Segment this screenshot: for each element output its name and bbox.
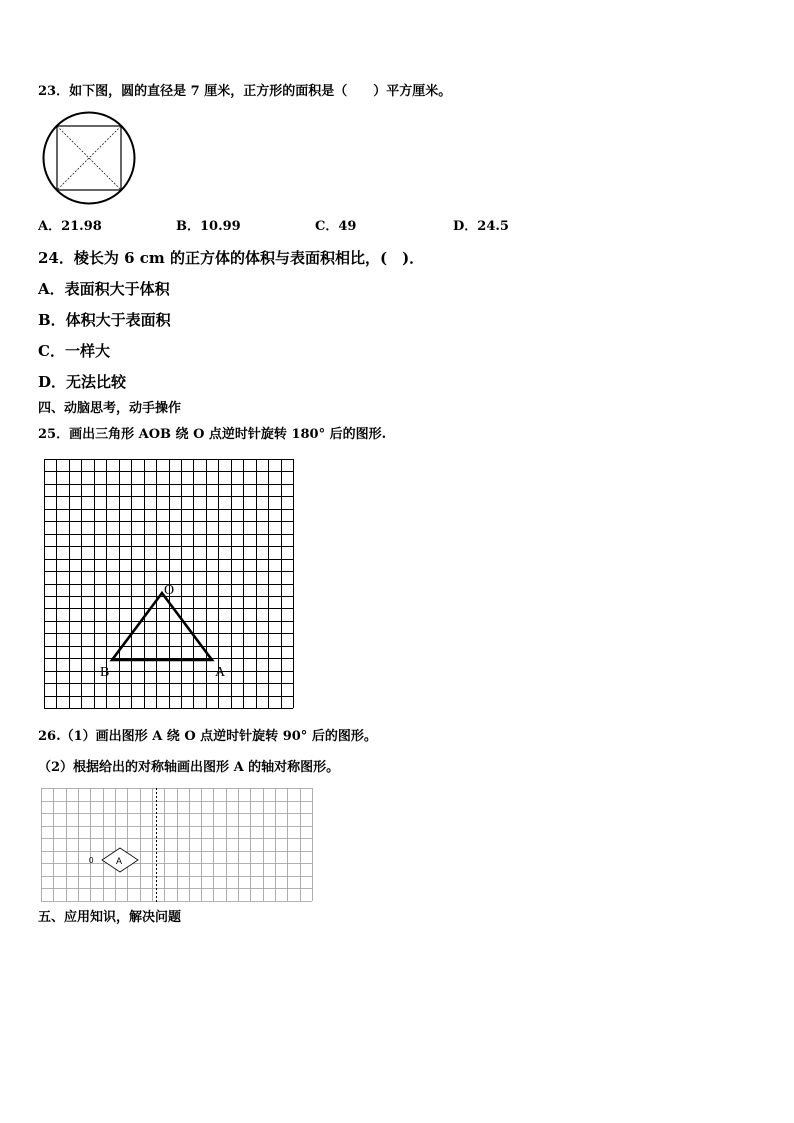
q23-option-d[interactable]: D．24.5: [453, 219, 509, 234]
q25-prompt: 25．画出三角形 AOB 绕 O 点逆时针旋转 180° 后的图形.: [38, 427, 387, 442]
section-5-title: 五、应用知识，解决问题: [38, 910, 182, 925]
q26-part1-prompt: 26.（1）画出图形 A 绕 O 点逆时针旋转 90° 后的图形。: [38, 729, 377, 744]
q23-diagonal-1: [57, 126, 121, 190]
q25-label-a: A: [215, 665, 226, 680]
q23-prompt: 23．如下图，圆的直径是 7 厘米，正方形的面积是（ ）平方厘米。: [38, 84, 452, 99]
section-4-title: 四、动脑思考，动手操作: [38, 401, 182, 416]
q24-option-c[interactable]: C．一样大: [38, 342, 110, 360]
q24-option-d[interactable]: D．无法比较: [38, 373, 127, 391]
q24-option-b[interactable]: B．体积大于表面积: [38, 311, 171, 329]
q23-option-a[interactable]: A．21.98: [38, 219, 102, 234]
q23-circle-square-figure: [40, 110, 140, 210]
q25-grid-figure: [44, 459, 294, 709]
q25-label-b: B: [100, 665, 110, 680]
q26-label-a: A: [116, 856, 123, 866]
q23-square: [57, 126, 121, 190]
q24-prompt: 24．棱长为 6 cm 的正方体的体积与表面积相比，( )．: [38, 249, 425, 267]
q26-grid-lines: [41, 788, 313, 902]
q25-label-o: O: [164, 583, 175, 598]
q24-option-a[interactable]: A．表面积大于体积: [38, 280, 170, 298]
q26-grid-figure: [41, 788, 313, 902]
q25-triangle-aob: [112, 593, 212, 660]
q23-option-b[interactable]: B．10.99: [176, 219, 241, 234]
q23-diagonal-2: [57, 126, 121, 190]
q23-option-c[interactable]: C．49: [315, 219, 357, 234]
q26-label-o: 0: [89, 856, 94, 865]
q26-part2-prompt: （2）根据给出的对称轴画出图形 A 的轴对称图形。: [38, 760, 340, 775]
